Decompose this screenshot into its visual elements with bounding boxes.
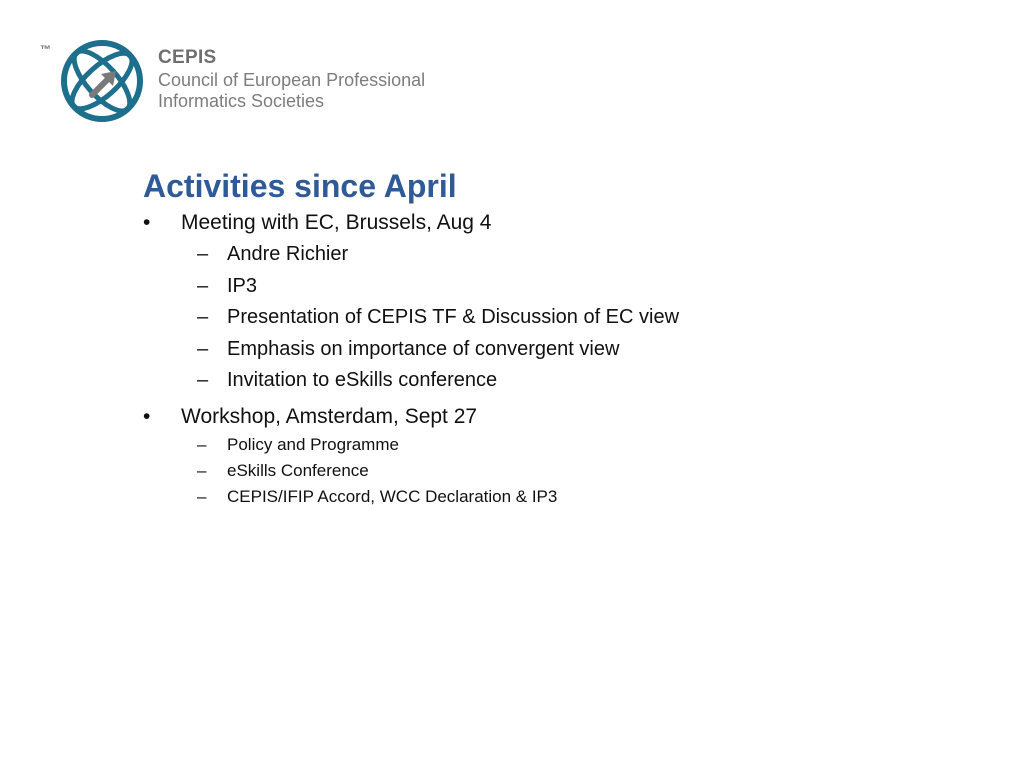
bullet-item	[143, 405, 983, 428]
sub-item	[143, 243, 983, 265]
bullet-text: Workshop, Amsterdam, Sept 27	[181, 405, 478, 429]
sub-item-text: Andre Richier	[227, 243, 349, 266]
sub-item-text: Emphasis on importance of convergent view	[227, 337, 620, 360]
sub-item-text: Policy and Programme	[227, 434, 399, 454]
trademark-symbol: ™	[40, 44, 51, 56]
sub-list	[143, 436, 983, 507]
sub-item	[143, 275, 983, 297]
sub-item	[143, 338, 983, 360]
logo-name-line-1: Council of European Professional	[158, 70, 426, 90]
bullet-item	[143, 211, 983, 234]
sub-item	[143, 306, 983, 328]
sub-list	[143, 243, 983, 391]
bullet-marker: •	[143, 405, 151, 429]
logo-name-line-2: Informatics Societies	[158, 91, 325, 111]
logo-acronym: CEPIS	[158, 47, 217, 68]
sub-item-text: Presentation of CEPIS TF & Discussion of EC view	[227, 306, 680, 329]
bullet-marker: •	[143, 210, 151, 234]
dash-marker: –	[197, 369, 209, 392]
dash-marker: –	[197, 337, 209, 360]
bullet-text: Meeting with EC, Brussels, Aug 4	[181, 210, 492, 234]
sub-item-text: CEPIS/IFIP Accord, WCC Declaration & IP3	[227, 487, 558, 507]
slide-title: Activities since April	[143, 168, 457, 204]
sub-item	[143, 462, 983, 481]
sub-item	[143, 369, 983, 391]
sub-item	[143, 436, 983, 455]
bullet-group	[143, 211, 983, 392]
sub-item	[143, 488, 983, 507]
dash-marker: –	[197, 434, 207, 454]
dash-marker: –	[197, 306, 209, 329]
cepis-logo	[40, 34, 460, 134]
dash-marker: –	[197, 243, 209, 266]
bullet-group	[143, 405, 983, 507]
sub-item-text: Invitation to eSkills conference	[227, 369, 498, 392]
globe-arrow-icon	[58, 37, 146, 125]
dash-marker: –	[197, 274, 209, 297]
slide-body	[143, 168, 983, 507]
dash-marker: –	[197, 461, 207, 481]
dash-marker: –	[197, 487, 207, 507]
sub-item-text: IP3	[227, 274, 258, 297]
logo-wordmark	[158, 48, 425, 110]
sub-item-text: eSkills Conference	[227, 461, 369, 481]
